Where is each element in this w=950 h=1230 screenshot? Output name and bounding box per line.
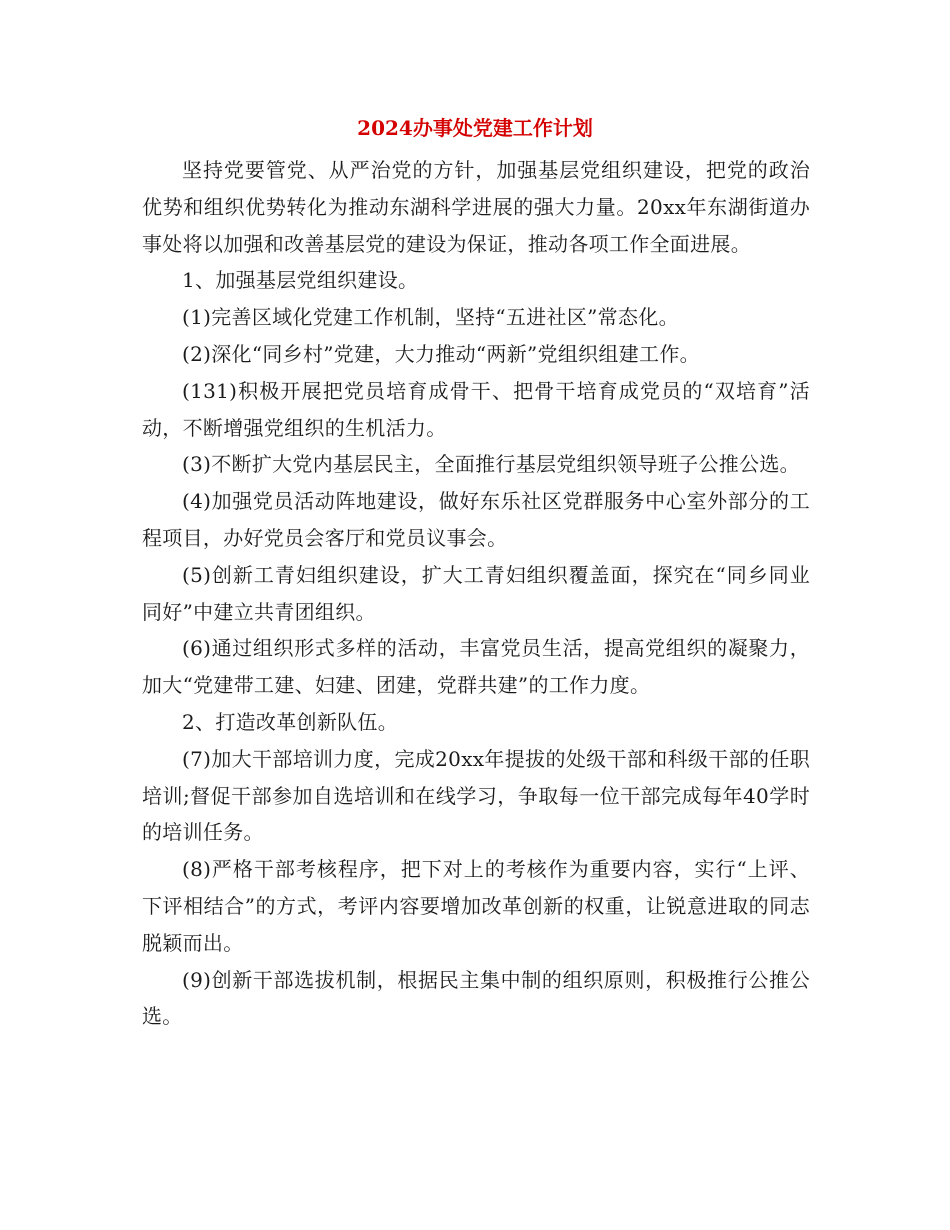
section-heading-2: 2、打造改革创新队伍。 [182,709,399,734]
paragraph-item-8: (8)严格干部考核程序，把下对上的考核作为重要内容，实行“上评、下评相结合”的方式，考评内容要增加改革创新的权重，让锐意进取的同志脱颖而出。 [142,857,810,955]
paragraph-item-5: (5)创新工青妇组织建设，扩大工青妇组织覆盖面，探究在“同乡同业同好”中建立共青团组织。 [142,562,810,624]
paragraph-item-1: (1)完善区域化党建工作机制，坚持“五进社区”常态化。 [182,305,679,330]
document-body [142,152,810,1035]
paragraph-item-4: (4)加强党员活动阵地建设，做好东乐社区党群服务中心室外部分的工程项目，办好党员会客厅和党员议事会。 [142,489,810,550]
paragraph-item-6: (6)通过组织形式多样的活动，丰富党员生活，提高党组织的凝聚力，加大“党建带工建、妇建、团建，党群共建”的工作力度。 [142,636,810,698]
document-title: 2024办事处党建工作计划 [357,116,593,140]
paragraph-intro: 坚持党要管党、从严治党的方针，加强基层党组织建设，把党的政治优势和组织优势转化为推动东湖科学进展的强大力量。20xx年东湖街道办事处将以加强和改善基层党的建设为保证，推动各项工作全面进展。 [142,158,810,256]
section-heading-1: 1、加强基层党组织建设。 [182,268,419,293]
paragraph-item-7: (7)加大干部培训力度，完成20xx年提拔的处级干部和科级干部的任职培训;督促干部参加自选培训和在线学习，争取每一位干部完成每年40学时的培训任务。 [142,746,810,845]
paragraph-item-131: (131)积极开展把党员培育成骨干、把骨干培育成党员的“双培育”活动，不断增强党组织的生机活力。 [142,378,810,440]
paragraph-item-3: (3)不断扩大党内基层民主，全面推行基层党组织领导班子公推公选。 [182,452,800,477]
paragraph-item-2: (2)深化“同乡村”党建，大力推动“两新”党组织组建工作。 [182,341,700,366]
paragraph-item-9: (9)创新干部选拔机制，根据民主集中制的组织原则，积极推行公推公选。 [142,967,810,1029]
